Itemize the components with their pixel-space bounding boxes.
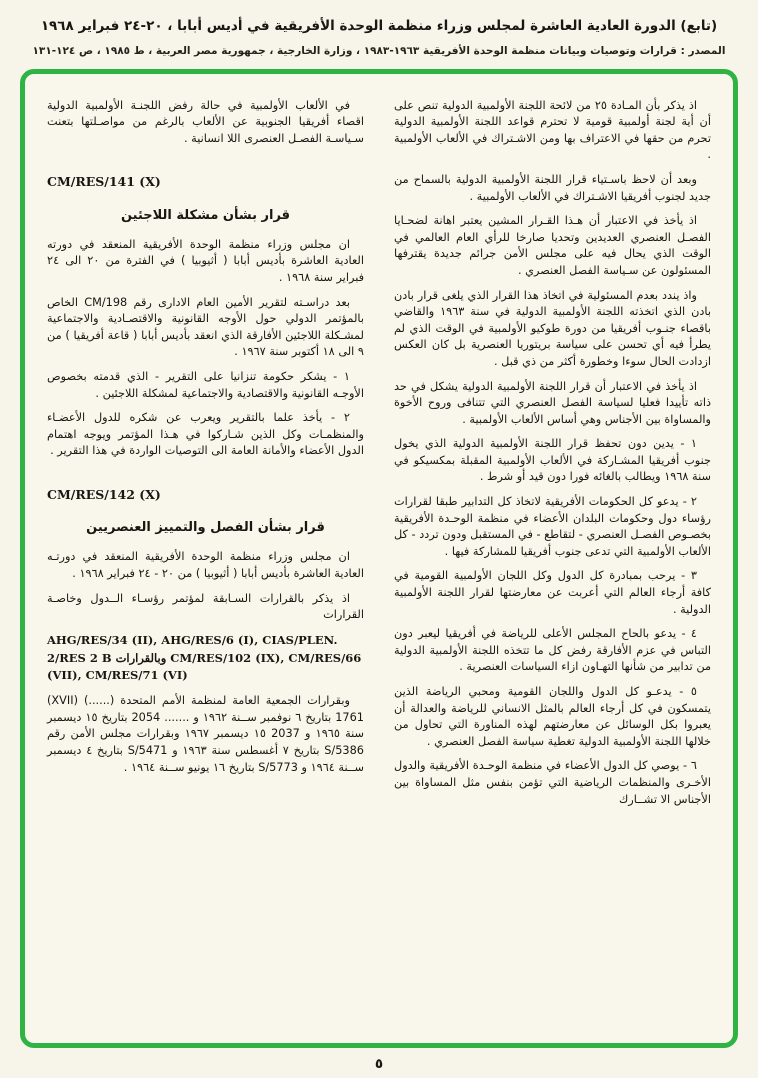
paragraph: اذ يذكر بأن المـادة ٢٥ من لائحة اللجنة الأولمبية الدولية تنص على أن أية لجنة أولمبية قومية لا تحترم قواعد اللجنة الأولمبية الدولية تحرم من حقها في الاعتراف بها ومن الاشـتراك في الألعاب الأولمبية . bbox=[394, 98, 711, 162]
numbered-item: ٢ - يأخذ علما بالتقرير ويعرب عن شكره للدول الأعضـاء والمنظمـات وكل الذين شـاركوا في هـذا المؤتمر ويوجه اهتمام الدول الأعضاء والأمانة العامة الى التوصيات الواردة في هذا التقرير . bbox=[47, 411, 364, 458]
un-resolutions-paragraph: وبقرارات الجمعية العامة لمنظمة الأمم المتحدة (......) (XVII) 1761 بتاريخ ٦ نوفمبر ســنة ١٩٦٢ و ....... 2054 بتاريخ ١٥ ديسمبر سنة ١٩٦٥ و 2037 ١٥ ديسمبر ١٩٦٧ وبقرارات مجلس الأمن رقم S/5386 بتاريخ ٧ أغسطس سنة ١٩٦٣ و S/5471 بتاريخ ٤ ديسمبر ســنة ١٩٦٤ و S/5773 بتاريخ ١٦ يونيو ســنة ١٩٦٤ . bbox=[47, 694, 365, 774]
header-title: (تابع) الدورة العادية العاشرة لمجلس وزراء منظمة الوحدة الأفريقية في أديس أبابا ، ٢٠-٢٤ فبراير ١٩٦٨ bbox=[40, 18, 718, 34]
numbered-item: ٦ - يوصي كل الدول الأعضاء في منظمة الوحـدة الأفريقية والدول الأخـرى والمنظمات الرياضية التي تؤمن بنفس مثل المساواة بين الأجناس الا تشــارك bbox=[394, 759, 711, 806]
continuation-paragraph: في الألعاب الأولمبية في حالة رفض اللجنـة الأولمبية الدولية اقصاء أفريقيا الجنوبية عن الألعاب بالرغم من مواصـلتها بتعنت سـياسـة الفصـل العنصرى اللا انسانية . bbox=[47, 98, 364, 145]
resolution-title: قرار بشأن الفصل والتمييز العنصريين bbox=[86, 520, 325, 536]
numbered-item: ٣ - يرحب بمبادرة كل الدول وكل اللجان الأولمبية القومية في كافة أرجاء العالم التي أعربت عن معارضتها لقرار اللجنة الأولمبية الدولية . bbox=[394, 569, 711, 616]
page-footer bbox=[10, 1048, 748, 1074]
paragraph: بعد دراسـته لتقرير الأمين العام الادارى رقم CM/198 الخاص بالمؤتمر الدولي حول الأوجه القانونية والاقتصـادية والاجتماعية لمشـكلة اللاجئين الأفارقة الذي انعقد بأديس أبابا ( قاعة أفريقيا ) من ٩ الى ١٨ أكتوبر سنة ١٩٦٧ . bbox=[47, 295, 364, 359]
page-header bbox=[10, 12, 748, 57]
numbered-item: ١ - يدين دون تحفظ قرار اللجنة الأولمبية الدولية الذي يخول جنوب أفريقيا المشـاركة في الألعاب الأولمبية المقبلة بمكسيكو في سنة ١٩٦٨ ويطالب بالغائه فورا دون قيد أو شرط . bbox=[394, 437, 711, 484]
two-column-layout bbox=[47, 98, 711, 1023]
paragraph: اذ يأخذ في الاعتبار أن هـذا القـرار المشين يعتبر اهانة لضحـايا الفصـل العنصري العديدين وتحديا صارخا للرأي العام العالمي في الوقت الذي يحال فيه على مجلس الأمن جرائم جديدة يقترفها المسئولون عن سـياسة الفصل العنصري . bbox=[394, 214, 711, 277]
paragraph: ان مجلس وزراء منظمة الوحدة الأفريقية المنعقد في دورتـه العادية العاشرة بأديس أبابا ( أثيوبيا ) من ٢٠ - ٢٤ فبراير ١٩٦٨ . bbox=[47, 550, 364, 581]
numbered-item: ٥ - يدعـو كل الدول واللجان القومية ومحبي الرياضة الذين يتمسكون في كل أرجاء العالم بالمثل الانساني للرياضة والعدالة أن يعبروا بكل الوسائل عن معارضتهم لهذه المناورة التي تحاول من خلالها اللجنة الأولمبية الدولية تغطية سياسة الفصل العنصري . bbox=[394, 685, 711, 748]
paragraph: ان مجلس وزراء منظمة الوحدة الأفريقية المنعقد في دورته العادية العاشرة بأديس أبابا ( أثيوبيا ) في الفترة من ٢٠ الى ٢٤ فبراير سنة ١٩٦٨ . bbox=[47, 237, 364, 285]
page-number: ٥ bbox=[374, 1056, 384, 1072]
source-line: المصدر : قرارات وتوصيات وبيانات منظمة الوحدة الأفريقية ١٩٦٣-١٩٨٣ ، وزارة الخارجية ، جمهورية مصر العربية ، ط ١٩٨٥ ، ص ١٢٤-١٣١ bbox=[32, 44, 726, 57]
numbered-item: ٢ - يدعو كل الحكومات الأفريقية لاتخاذ كل التدابير طبقا لقرارات رؤساء دول وحكومات البلدان الأعضاء في منظمة الوحـدة الأفريقية بخصـوص الفصـل العنصري - لتقاطع - في المستقبل ودون تردد - كل الألعاب الأولمبية التي تدعى جنوب أفريقيا للمشاركة فيها . bbox=[394, 495, 711, 558]
paragraph: اذ يأخذ في الاعتبار أن قرار اللجنة الأولمبية الدولية يشكل في حد ذاته تأييدا فعليا لسياسة الفصل العنصري التي تتنافى وروح الأخوة والمساواة بين الأجناس وهي أساس الألعاب الأولمبية . bbox=[394, 379, 711, 426]
paragraph: اذ يذكر بالقرارات السـابقة لمؤتمر رؤسـاء الــدول وخاصـة القرارات bbox=[47, 591, 364, 622]
content-box bbox=[20, 69, 738, 1048]
column-left bbox=[47, 98, 364, 1023]
references-paragraph: AHG/RES/34 (II), AHG/RES/6 (I), CIAS/PLEN. 2/RES 2 B وبالقرارات CM/RES/102 (IX), CM/RES/66 (VII), CM/RES/71 (VI) bbox=[47, 632, 362, 683]
resolution-title: قرار بشأن مشكلة اللاجئين bbox=[120, 207, 291, 223]
column-right bbox=[394, 98, 711, 1023]
resolution-code: CM/RES/142 (X) bbox=[47, 486, 161, 502]
paragraph: وبعد أن لاحظ باسـتياء قرار اللجنة الأولمبية الدولية بالسماح من جديد لجنوب أفريقيا الاشـتراك في الألعاب الأولمبية . bbox=[394, 172, 711, 203]
resolution-code: CM/RES/141 (X) bbox=[47, 174, 161, 190]
numbered-item: ١ - يشكر حكومة تنزانيا على التقرير - الذي قدمته بخصوص الأوجـه القانونية والاقتصادية والاجتماعية لمشكلة اللاجئين . bbox=[47, 370, 364, 400]
paragraph: واذ يندد بعدم المسئولية في اتخاذ هذا القرار الذي يلغى قرار بادن بادن الذي اتخذته اللجنة الأولمبية الدولية في سنة ١٩٦٣ والقاضي باقصاء جنـوب أفريقيا من دورة طوكيو الأولمبية في الوقت الذي لم يطرأ فيه أي تحسن على سياسة بريتوريا العنصرية بل كان العكس ازدادت الحال سوءا وخطورة أكثر من ذي قبل . bbox=[394, 288, 711, 368]
numbered-item: ٤ - يدعو بالحاح المجلس الأعلى للرياضة في أفريقيا ليعبر دون التباس في عزم الأفارقة رفض كل ما تتخذه اللجنة الأولمبية الدولية من تدابير من شأنها التهـاون ازاء السياسات العنصرية . bbox=[394, 627, 711, 674]
